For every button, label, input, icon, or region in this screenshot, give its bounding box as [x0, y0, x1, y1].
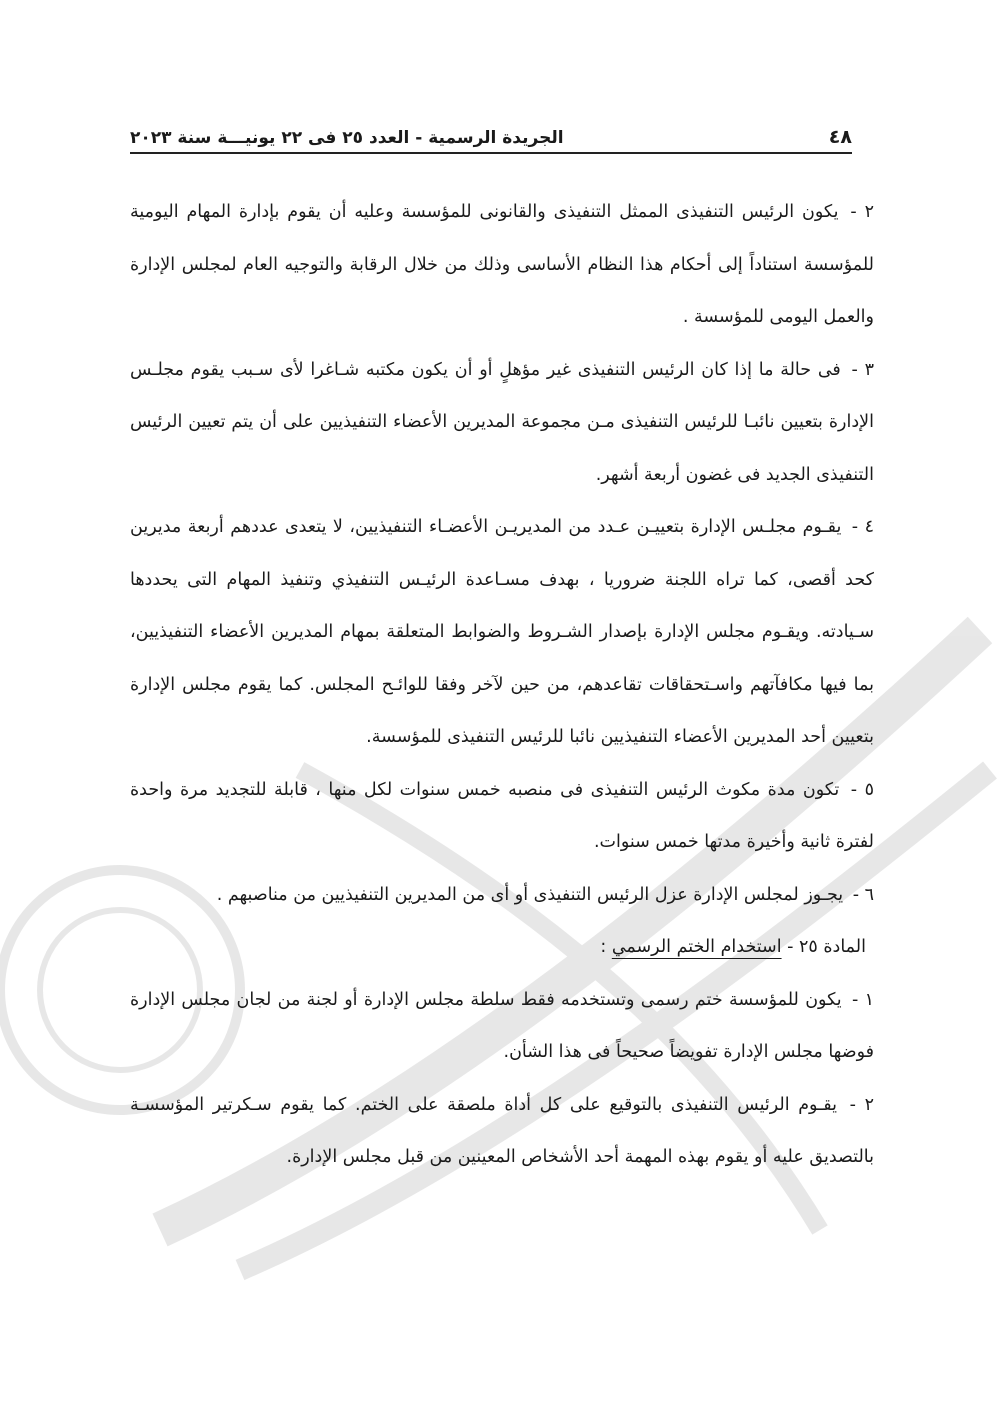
paragraph-text: يقـوم الرئيس التنفيذى بالتوقيع على كل أداة ملصقة على الختم. كما يقوم سـكرتير المؤسسـة بالتصديق عليه أو يقوم بهذه المهمة أحد الأشخاص المعينين من قبل مجلس الإدارة. — [130, 1094, 874, 1167]
paragraph-number: ٢ - — [849, 1094, 874, 1115]
paragraph-number: ١ - — [851, 989, 874, 1010]
paragraph-text: يقـوم مجلـس الإدارة بتعييـن عـدد من المديريـن الأعضـاء التنفيذيين، لا يتعدى عددهم أربعة مديرين كحد أقصى، كما تراه اللجنة ضروريا ، بهدف مسـاعدة الرئيـس التنفيذي وتنفيذ المهام التى يحددها سـيادته. ويقـوم مجلس الإدارة بإصدار الشـروط والضوابط المتعلقة بمهام المديرين الأعضاء التنفيذيين، بما فيها مكافآتهم واسـتحقاقات تقاعدهم، من حين لآخر وفقا للوائـح المجلس. كما يقوم مجلس الإدارة بتعيين أحد المديرين الأعضاء التنفيذيين نائبا للرئيس التنفيذى للمؤسسة. — [130, 517, 874, 747]
article-colon: : — [600, 937, 612, 957]
paragraph-number: ٢ - — [850, 202, 874, 222]
paragraph-text: يكون للمؤسسة ختم رسمى وتستخدمه فقط سلطة مجلس الإدارة أو لجنة من لجان مجلس الإدارة فوضها مجلس الإدارة تفويضاً صحيحاً فى هذا الشأن. — [130, 989, 874, 1062]
page-number: ٤٨ — [828, 126, 852, 148]
page-header — [130, 114, 852, 154]
paragraph-item-4 — [130, 501, 874, 764]
paragraph-number: ٦ - — [852, 884, 874, 905]
article-paragraph-item-1 — [130, 974, 874, 1079]
paragraph-text: يجـوز لمجلس الإدارة عزل الرئيس التنفيذى أو أى من المديرين التنفيذيين من مناصبهم . — [216, 884, 844, 905]
gazette-header-title: الجريدة الرسمية - العدد ٢٥ فى ٢٢ يونيـــة سنة ٢٠٢٣ — [130, 128, 564, 148]
document-body — [130, 186, 874, 1184]
paragraph-number: ٤ - — [851, 517, 874, 537]
paragraph-text: تكون مدة مكوث الرئيس التنفيذى فى منصبه خمس سنوات لكل منها ، قابلة للتجديد مرة واحدة لفترة ثانية وأخيرة مدتها خمس سنوات. — [130, 779, 874, 852]
paragraph-text: يكون الرئيس التنفيذى الممثل التنفيذى والقانونى للمؤسسة وعليه أن يقوم بإدارة المهام اليومية للمؤسسة استناداً إلى أحكام هذا النظام الأساسى وذلك من خلال الرقابة والتوجيه العام لمجلس الإدارة والعمل اليومى للمؤسسة . — [130, 202, 874, 327]
paragraph-item-3 — [130, 344, 874, 502]
article-number: المادة ٢٥ - — [781, 937, 866, 957]
article-heading — [130, 921, 874, 974]
paragraph-item-5 — [130, 764, 874, 869]
paragraph-text: فى حالة ما إذا كان الرئيس التنفيذى غير مؤهلٍ أو أن يكون مكتبه شـاغرا لأى سـبب يقوم مجلـس الإدارة بتعيين نائبـا للرئيس التنفيذى مـن مجموعة المديرين الأعضاء التنفيذيين على أن يتم تعيين الرئيس التنفيذى الجديد فى غضون أربعة أشهر. — [130, 359, 874, 485]
paragraph-number: ٣ - — [851, 359, 874, 380]
paragraph-item-2 — [130, 186, 874, 344]
paragraph-number: ٥ - — [850, 779, 874, 800]
paragraph-item-6 — [130, 869, 874, 922]
article-title: استخدام الختم الرسمي — [611, 937, 782, 957]
article-paragraph-item-2 — [130, 1079, 874, 1184]
